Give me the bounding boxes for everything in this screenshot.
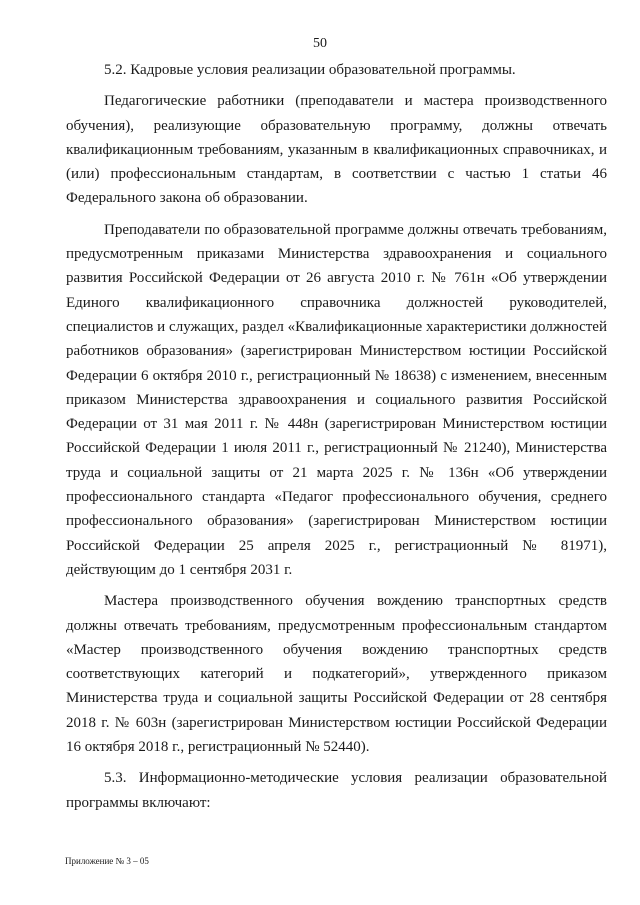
paragraph-teaching-staff: Педагогические работники (преподаватели и мастера производственного обучения), реализующие образовательную программу, должны отвечать квалификационным требованиям, указанным в квалификационных справочниках, и (или) профессиональным стандартам, в соответствии с частью 1 статьи 46 Федерального закона об образовании. [66,93,607,207]
section-5-2-heading: 5.2. Кадровые условия реализации образовательной программы. [104,62,516,78]
paragraph-teachers-requirements: Преподаватели по образовательной программе должны отвечать требованиям, предусмотренным приказами Министерства здравоохранения и социального развития Российской Федерации от 26 августа 2010 г. № 761н «Об утверждении Единого квалификационного справочника должностей руководителей, специалистов и служащих, раздел «Квалификационные характеристики должностей работников образования» (зарегистрирован Министерством юстиции Российской Федерации 6 октября 2010 г., регистрационный № 18638) с изменением, внесенным приказом Министерства здравоохранения и социального развития Российской Федерации от 31 мая 2011 г. № 448н (зарегистрирован Министерством юстиции Российской Федерации 1 июля 2011 г., регистрационный № 21240), Министерства труда и социальной защиты от 21 марта 2025 г. № 136н «Об утверждении профессионального стандарта «Педагог профессионального обучения, среднего профессионального образования» (зарегистрирован Министерством юстиции Российской Федерации 25 апреля 2025 г., регистрационный № 81971), действующим до 1 сентября 2031 г. [66,221,607,578]
page-number: 50 [313,36,327,51]
document-body [66,58,607,815]
paragraph-driving-instructors: Мастера производственного обучения вождению транспортных средств должны отвечать требованиям, предусмотренным профессиональным стандартом «Мастер производственного обучения вождению транспортных средств соответствующих категорий и подкатегорий», утвержденного приказом Министерства труда и социальной защиты Российской Федерации от 28 сентября 2018 г. № 603н (зарегистрирован Министерством юстиции Российской Федерации 16 октября 2018 г., регистрационный № 52440). [66,593,607,756]
page-footer: Приложение № 3 – 05 [65,856,149,866]
section-5-3-heading: 5.3. Информационно-методические условия реализации образовательной программы включают: [66,770,607,811]
